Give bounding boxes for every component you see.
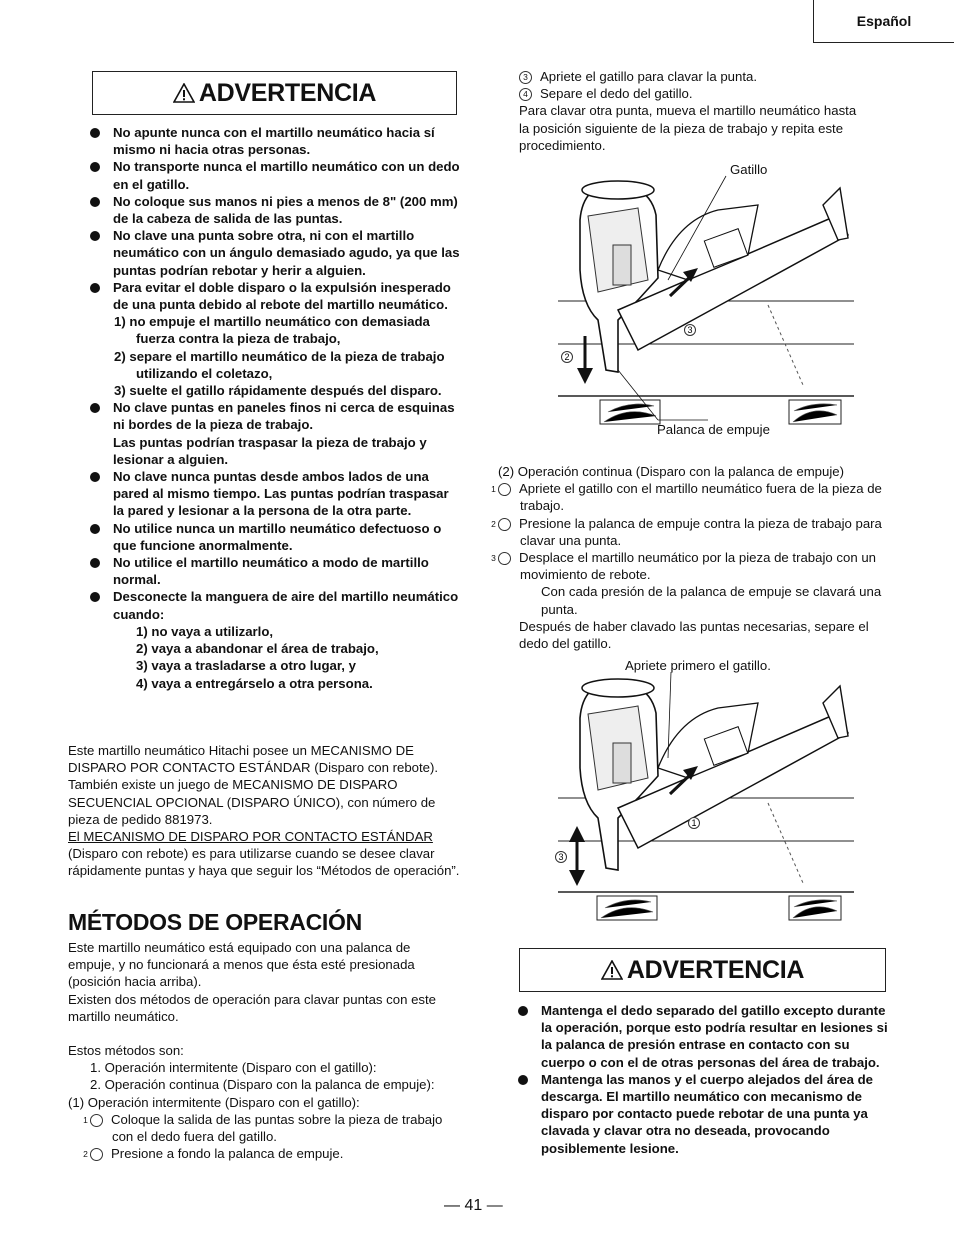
figure-intermittent bbox=[558, 160, 858, 440]
warning-triangle-icon bbox=[601, 960, 623, 980]
methods-text bbox=[68, 939, 460, 1162]
methods-paragraph: Existen dos métodos de operación para clavar puntas con este martillo neumático. bbox=[68, 991, 437, 1024]
warning-item: No utilice el martillo neumático a modo de martillo normal. bbox=[90, 554, 460, 588]
warning-item: Desconecte la manguera de aire del martillo neumático cuando: 1) no vaya a utilizarlo, 2) vaya a abandonar el área de trabajo, 3) vaya a trasladarse a otro lugar, y 4) vaya a entregárselo a otra persona. bbox=[90, 588, 460, 691]
continuous-operation-text bbox=[491, 463, 888, 652]
subsection-title: (2) Operación continua (Disparo con la palanca de empuje) bbox=[498, 464, 844, 479]
figure1-trigger-label: Gatillo bbox=[730, 162, 768, 177]
right-text-top bbox=[519, 68, 869, 154]
warning-header-2 bbox=[519, 948, 886, 992]
step-item: 4 Separe el dedo del gatillo. bbox=[519, 85, 869, 102]
procedure-paragraph: Para clavar otra punta, mueva el martillo neumático hasta la posición siguiente de la pieza de trabajo y repita este procedimiento. bbox=[519, 103, 857, 153]
figure2-marker-3: 3 bbox=[558, 852, 564, 862]
warning-item: No apunte nunca con el martillo neumático hacia sí mismo ni hacia otras personas. bbox=[90, 124, 460, 158]
warning-subitem: 3) vaya a trasladarse a otro lugar, y bbox=[136, 658, 356, 674]
warning-subitem: 1) no vaya a utilizarlo, bbox=[136, 623, 274, 639]
methods-list-intro: Estos métodos son: bbox=[68, 1043, 184, 1059]
warning-subitem: 3) suelte el gatillo rápidamente después del disparo. bbox=[114, 383, 442, 399]
page-number: — 41 — bbox=[444, 1197, 503, 1214]
subsection-title: (1) Operación intermitente (Disparo con el gatillo): bbox=[68, 1094, 360, 1110]
intro-paragraph: Este martillo neumático Hitachi posee un MECANISMO DE DISPARO POR CONTACTO ESTÁNDAR (Disparo con rebote). También existe un juego de MECANISMO DE DISPARO SECUENCIAL OPCIONAL (DISPARO ÚNICO), con número de pieza de pedido 881973. bbox=[68, 743, 439, 827]
step-item: 1 Apriete el gatillo con el martillo neumático fuera de la pieza de trabajo. bbox=[491, 481, 882, 514]
step-item: 2 Presione la palanca de empuje contra la pieza de trabajo para clavar una punta. bbox=[491, 515, 882, 548]
nailer-illustration-1 bbox=[558, 160, 858, 440]
warning-subitem: 2) vaya a abandonar el área de trabajo, bbox=[136, 641, 379, 657]
methods-list-item: 2. Operación continua (Disparo con la palanca de empuje): bbox=[90, 1077, 435, 1093]
figure-continuous bbox=[553, 658, 858, 928]
warning-list-1 bbox=[90, 124, 460, 692]
language-tab bbox=[813, 0, 954, 43]
step-extra: Con cada presión de la palanca de empuje se clavará una punta. bbox=[541, 584, 882, 617]
step-item: 3 Desplace el martillo neumático por la pieza de trabajo con un movimiento de rebote. bbox=[491, 550, 876, 583]
warning-item: No utilice nunca un martillo neumático defectuoso o que funcione anormalmente. bbox=[90, 520, 460, 554]
warning-item: Mantenga el dedo separado del gatillo excepto durante la operación, porque esto podría resultar en lesiones si la palanca de presión entrase en contacto con su cuerpo o con el de otras personas del área de trabajo. bbox=[518, 1002, 890, 1071]
warning-item: No clave nunca puntas desde ambos lados de una pared al mismo tiempo. Las puntas podrían traspasar la pared y lesionar a la persona de la otra parte. bbox=[90, 468, 460, 520]
figure1-marker-2: 2 bbox=[564, 352, 570, 362]
step-item: 1 Coloque la salida de las puntas sobre la pieza de trabajo con el dedo fuera del gatillo. bbox=[83, 1111, 443, 1145]
warning-subitem: 1) no empuje el martillo neumático con demasiada fuerza contra la pieza de trabajo, bbox=[114, 314, 430, 347]
step-item: 3 Apriete el gatillo para clavar la punta. bbox=[519, 68, 869, 85]
language-label: Español bbox=[856, 13, 912, 29]
warning-item: No clave puntas en paneles finos ni cerca de esquinas ni bordes de la pieza de trabajo. Las puntas podrían traspasar la pieza de trabajo y lesionar a alguien. bbox=[90, 399, 460, 468]
procedure-paragraph: Después de haber clavado las puntas necesarias, separe el dedo del gatillo. bbox=[519, 618, 869, 652]
warning-title-2: ADVERTENCIA bbox=[626, 955, 805, 984]
warning-item: No transporte nunca el martillo neumático con un dedo en el gatillo. bbox=[90, 158, 460, 192]
intro-paragraph-2: El MECANISMO DE DISPARO POR CONTACTO ESTÁNDAR (Disparo con rebote) es para utilizarse cuando se desee clavar rápidamente puntas y haya que seguir los “Métodos de operación”. bbox=[68, 829, 460, 879]
figure1-lever-label: Palanca de empuje bbox=[657, 422, 770, 437]
warning-triangle-icon bbox=[173, 83, 195, 103]
methods-list-item: 1. Operación intermitente (Disparo con el gatillo): bbox=[90, 1060, 377, 1076]
warning-item: No coloque sus manos ni pies a menos de 8" (200 mm) de la cabeza de salida de las puntas. bbox=[90, 193, 460, 227]
step-item: 2 Presione a fondo la palanca de empuje. bbox=[83, 1146, 344, 1162]
warning-subitem: 4) vaya a entregárselo a otra persona. bbox=[136, 675, 373, 691]
section-heading: MÉTODOS DE OPERACIÓN bbox=[68, 909, 362, 935]
warning-header-1 bbox=[92, 71, 457, 115]
methods-paragraph: Este martillo neumático está equipado con una palanca de empuje, y no funcionará a menos que ésta esté presionada (posición hacia arriba). bbox=[68, 940, 415, 990]
warning-subitem: 2) separe el martillo neumático de la pieza de trabajo utilizando el coletazo, bbox=[114, 348, 445, 381]
warning-item: Para evitar el doble disparo o la expulsión inesperado de una punta debido al rebote del martillo neumático. 1) no empuje el martillo neumático con demasiada fuerza contra la pieza de trabajo, 2) separe el martillo neumático de la pieza de trabajo utilizando el coletazo, 3) suelte el gatillo rápidamente después del disparo. bbox=[90, 279, 460, 399]
figure2-note-label: Apriete primero el gatillo. bbox=[625, 658, 771, 673]
figure1-marker-3: 3 bbox=[687, 325, 693, 335]
warning-item: Mantenga las manos y el cuerpo alejados del área de descarga. El martillo neumático con mecanismo de disparo por contacto puede rebotar de una punta ya clavada y clavar otra no deseada, provocando posiblemente lesione. bbox=[518, 1071, 890, 1157]
figure2-marker-1: 1 bbox=[691, 818, 697, 828]
nailer-illustration-2 bbox=[553, 658, 858, 928]
intro-text bbox=[68, 742, 460, 880]
warning-title-1: ADVERTENCIA bbox=[198, 78, 377, 107]
warning-list-2 bbox=[518, 1002, 890, 1157]
warning-item: No clave una punta sobre otra, ni con el martillo neumático con un ángulo demasiado agudo, ya que las puntas podrían rebotar y herir a alguien. bbox=[90, 227, 460, 279]
